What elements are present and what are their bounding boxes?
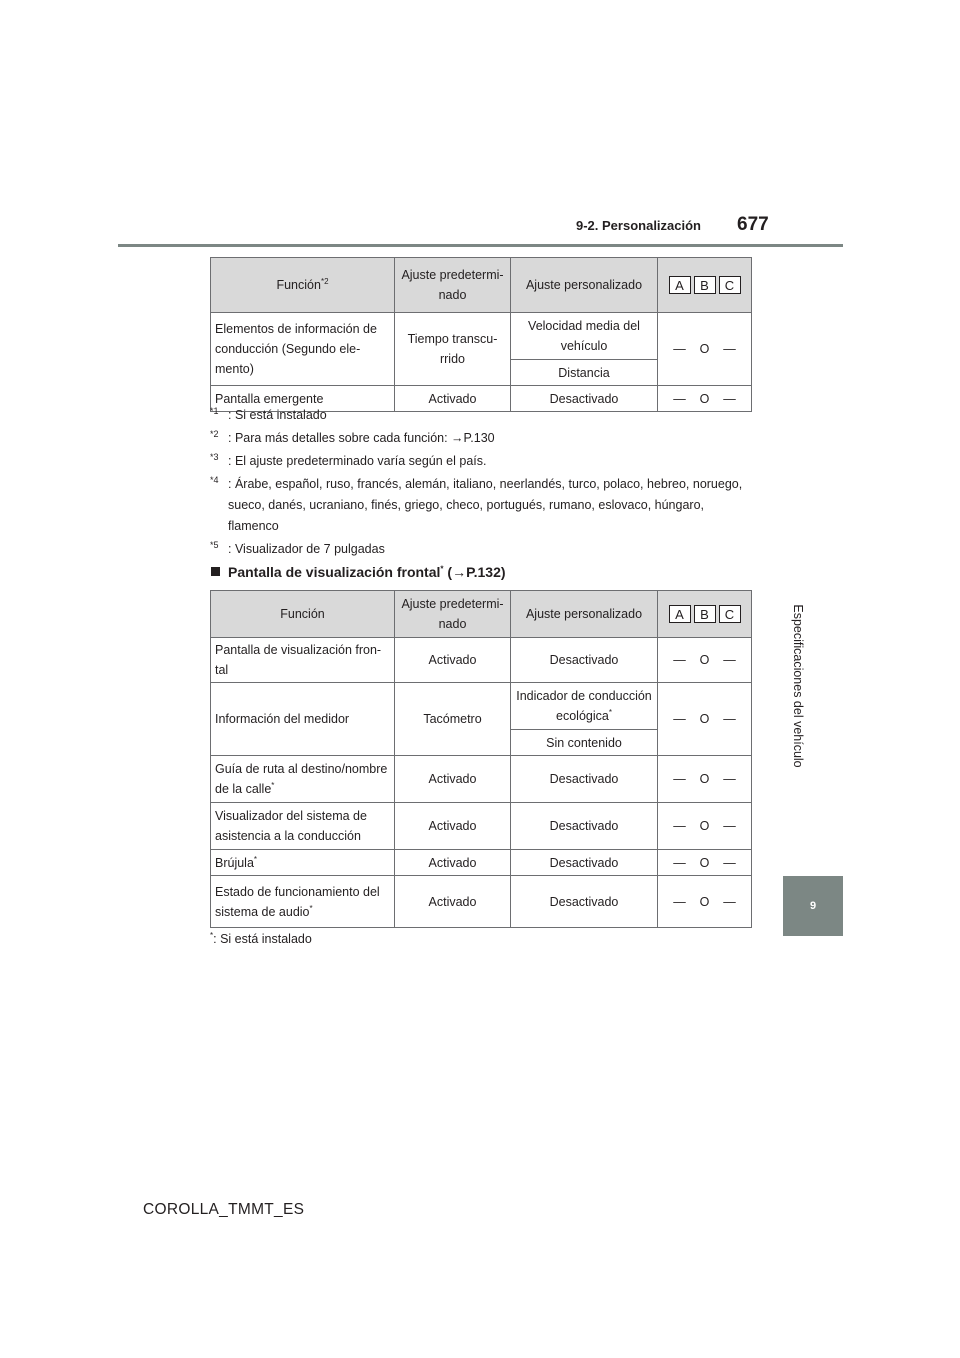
column-a-box: A	[669, 605, 691, 623]
row-predeterminado: Activado	[395, 386, 511, 412]
column-c-box: C	[719, 605, 741, 623]
row-personalizado: Indicador de conducción ecológica*	[511, 683, 658, 730]
row-predeterminado: Activado	[395, 638, 511, 683]
footnotes	[210, 405, 750, 562]
page-number: 677	[737, 214, 769, 235]
header-ajuste-personalizado: Ajuste personalizado	[511, 258, 658, 313]
customization-table-1	[210, 257, 752, 412]
row-abc: — O —	[658, 386, 752, 412]
row-funcion: Pantalla de visualización fron- tal	[211, 638, 395, 683]
header-ajuste-predeterminado: Ajuste predetermi- nado	[395, 591, 511, 638]
header-abc	[658, 591, 752, 638]
row-personalizado: Distancia	[511, 360, 658, 386]
row-predeterminado: Activado	[395, 876, 511, 928]
row-predeterminado: Tiempo transcu- rrido	[395, 313, 511, 386]
row-abc: — O —	[658, 756, 752, 803]
table-row	[211, 638, 752, 683]
chapter-number-tab: 9	[783, 876, 843, 936]
footnote: $^{*2}$ : Para más detalles sobre cada función: →P.130	[210, 428, 495, 445]
column-b-box: B	[694, 276, 716, 294]
header-rule	[118, 244, 843, 247]
footnote: $^{*3}$ : El ajuste predeterminado varía según el país.	[210, 451, 487, 468]
row-personalizado: Desactivado	[511, 803, 658, 850]
row-funcion: Visualizador del sistema de asistencia a la conducción	[211, 803, 395, 850]
table-row	[211, 683, 752, 730]
table-row	[211, 803, 752, 850]
header-abc	[658, 258, 752, 313]
document-code: COROLLA_TMMT_ES	[143, 1201, 305, 1218]
footnote: *: Si está instalado	[210, 930, 312, 946]
section-title: Pantalla de visualización frontal* (→P.132)	[211, 564, 506, 580]
column-a-box: A	[669, 276, 691, 294]
row-predeterminado: Activado	[395, 803, 511, 850]
row-predeterminado: Activado	[395, 850, 511, 876]
row-funcion: Información del medidor	[211, 683, 395, 756]
table-row	[211, 313, 752, 360]
header-ajuste-predeterminado: Ajuste predetermi- nado	[395, 258, 511, 313]
table-row	[211, 850, 752, 876]
row-predeterminado: Tacómetro	[395, 683, 511, 756]
customization-table-2	[210, 590, 752, 928]
row-personalizado: Desactivado	[511, 876, 658, 928]
row-abc: — O —	[658, 638, 752, 683]
row-abc: — O —	[658, 876, 752, 928]
chapter-title-vertical: Especificaciones del vehículo	[791, 604, 805, 768]
square-bullet-icon	[211, 567, 220, 576]
section-heading: 9-2. Personalización	[576, 218, 701, 233]
row-personalizado: Desactivado	[511, 756, 658, 803]
table-row	[211, 876, 752, 928]
row-predeterminado: Activado	[395, 756, 511, 803]
row-personalizado: Sin contenido	[511, 730, 658, 756]
footnote: $^{*4}$ : Árabe, español, ruso, francés, alemán, italiano, neerlandés, turco, polaco, hebreo, noruego, sueco, danés, ucraniano, finés, griego, checo, portugués, rumano, eslovaco, húngaro, flamenco	[210, 474, 743, 533]
row-funcion: Estado de funcionamiento del sistema de audio*	[211, 876, 395, 928]
row-abc: — O —	[658, 850, 752, 876]
header-funcion: Función	[211, 591, 395, 638]
row-personalizado: Desactivado	[511, 638, 658, 683]
row-abc: — O —	[658, 683, 752, 756]
row-personalizado: Desactivado	[511, 386, 658, 412]
footnote: $^{*5}$ : Visualizador de 7 pulgadas	[210, 539, 385, 556]
row-abc: — O —	[658, 803, 752, 850]
table-header-row	[211, 258, 752, 313]
row-abc: — O —	[658, 313, 752, 386]
row-funcion: Elementos de información de conducción (Segundo ele- mento)	[211, 313, 395, 386]
row-funcion: Guía de ruta al destino/nombre de la calle*	[211, 756, 395, 803]
row-personalizado: Desactivado	[511, 850, 658, 876]
table-header-row	[211, 591, 752, 638]
row-personalizado: Velocidad media del vehículo	[511, 313, 658, 360]
row-funcion: Brújula*	[211, 850, 395, 876]
header-funcion: Función$^{*2}$	[211, 258, 395, 313]
column-c-box: C	[719, 276, 741, 294]
header-ajuste-personalizado: Ajuste personalizado	[511, 591, 658, 638]
footnote: $^{*1}$ : Si está instalado	[210, 405, 327, 422]
column-b-box: B	[694, 605, 716, 623]
row-funcion: Pantalla emergente	[211, 386, 395, 412]
table-row	[211, 756, 752, 803]
